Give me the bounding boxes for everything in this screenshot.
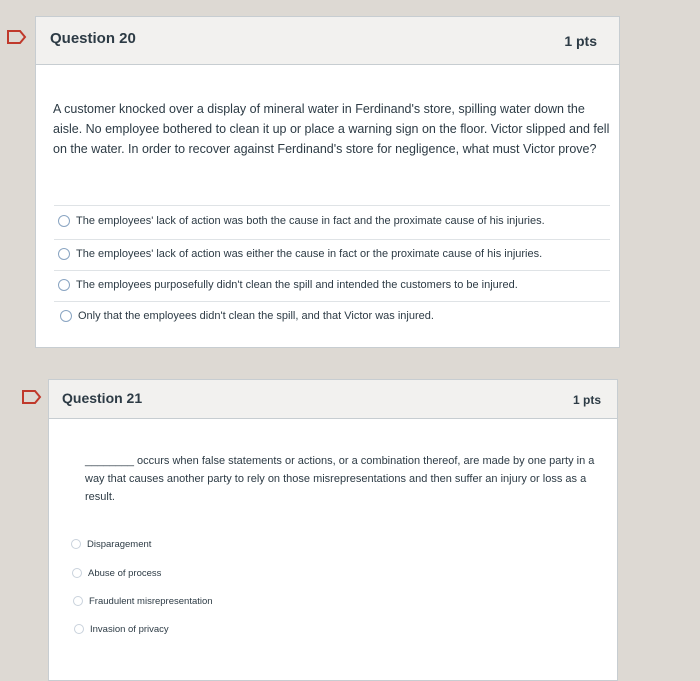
question-card-21 (48, 379, 618, 681)
question-header (49, 380, 617, 419)
radio-unselected-icon[interactable] (71, 539, 81, 549)
question-points: 1 pts (572, 393, 601, 407)
question-flag-icon[interactable] (21, 389, 43, 405)
answer-label: Disparagement (87, 538, 152, 550)
divider (54, 205, 610, 206)
fill-in-blank: ________ (85, 455, 134, 467)
question-title: Question 21 (62, 390, 143, 406)
question-header (36, 17, 619, 65)
answer-option[interactable] (71, 534, 571, 554)
divider (54, 301, 610, 302)
question-points: 1 pts (564, 33, 597, 49)
question-text: A customer knocked over a display of mineral water in Ferdinand's store, spilling water down the aisle. No employee bothered to clean it up or place a warning sign on the floor. Victor slipped and fell on the water. In order to recover against Ferdinand's store for negligence, what must Victor prove? (53, 102, 610, 156)
divider (54, 239, 610, 240)
question-text (85, 452, 599, 506)
answer-label: Invasion of privacy (90, 623, 169, 635)
answer-option[interactable] (54, 306, 610, 326)
question-card-20 (35, 16, 620, 348)
answer-list (54, 205, 610, 335)
answer-list (71, 534, 571, 654)
radio-unselected-icon[interactable] (72, 568, 82, 578)
radio-unselected-icon[interactable] (74, 624, 84, 634)
radio-unselected-icon[interactable] (58, 215, 70, 227)
radio-unselected-icon[interactable] (58, 279, 70, 291)
answer-option[interactable] (54, 211, 610, 231)
answer-label: The employees' lack of action was either the cause in fact or the proximate cause of his injuries. (76, 248, 543, 260)
answer-option[interactable] (54, 244, 610, 264)
answer-option[interactable] (71, 563, 571, 583)
answer-option[interactable] (71, 619, 571, 639)
answer-label: The employees purposefully didn't clean the spill and intended the customers to be injured. (76, 279, 518, 291)
question-title: Question 20 (50, 30, 136, 47)
answer-label: Fraudulent misrepresentation (89, 595, 213, 607)
answer-label: Only that the employees didn't clean the spill, and that Victor was injured. (78, 310, 434, 322)
question-flag-icon[interactable] (6, 29, 28, 45)
radio-unselected-icon[interactable] (58, 248, 70, 260)
answer-option[interactable] (71, 591, 571, 611)
answer-label: The employees' lack of action was both the cause in fact and the proximate cause of his injuries. (76, 215, 545, 227)
divider (54, 270, 610, 271)
question-text-body: occurs when false statements or actions, or a combination thereof, are made by one party in a way that causes another party to rely on those misrepresentations and then suffer an injury or loss as a result. (85, 455, 595, 503)
radio-unselected-icon[interactable] (73, 596, 83, 606)
answer-label: Abuse of process (88, 567, 162, 579)
radio-unselected-icon[interactable] (60, 310, 72, 322)
answer-option[interactable] (54, 275, 610, 295)
